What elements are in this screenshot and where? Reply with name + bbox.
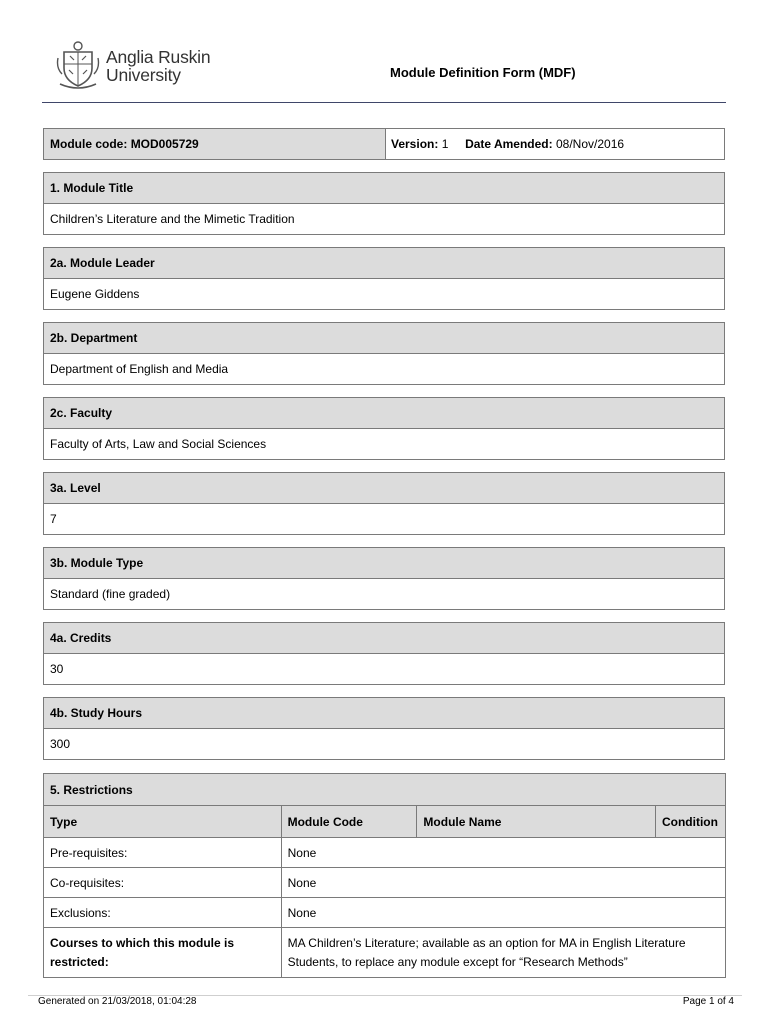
section-credits: 4a. Credits 30 (43, 622, 725, 685)
form-title: Module Definition Form (MDF) (390, 65, 576, 80)
restrictions-table (43, 773, 726, 978)
university-logo (56, 38, 226, 90)
section-department: 2b. Department Department of English and Media (43, 322, 725, 385)
section-module-leader: 2a. Module Leader Eugene Giddens (43, 247, 725, 310)
page-number: Page 1 of 4 (682, 996, 734, 1007)
crest-icon (56, 38, 100, 90)
version-value: 1 (441, 137, 449, 151)
table-row: Co-requisites: None (44, 868, 726, 898)
section-level: 3a. Level 7 (43, 472, 725, 535)
table-row: Exclusions: None (44, 898, 726, 928)
page-header (44, 38, 726, 102)
table-row: Courses to which this module is restricted: MA Children’s Literature; available as an option for MA in English Literature Students, to replace any module except for “Research Methods” (44, 928, 726, 978)
generated-timestamp: Generated on 21/03/2018, 01:04:28 (38, 996, 197, 1007)
version-date: Version: 1 Date Amended: 08/Nov/2016 (391, 137, 625, 151)
section-faculty: 2c. Faculty Faculty of Arts, Law and Social Sciences (43, 397, 725, 460)
section-study-hours: 4b. Study Hours 300 (43, 697, 725, 760)
header-divider (42, 102, 726, 103)
university-name: Anglia Ruskin University (106, 47, 211, 85)
section-module-type: 3b. Module Type Standard (fine graded) (43, 547, 725, 610)
module-code: Module code: MOD005729 (44, 129, 386, 159)
date-amended-value: 08/Nov/2016 (555, 137, 625, 151)
module-info-box (43, 128, 725, 160)
restrictions-column-headers: Type Module Code Module Name Condition (44, 806, 726, 838)
section-module-title: 1. Module Title Children’s Literature and the Mimetic Tradition (43, 172, 725, 235)
restrictions-title-row: 5. Restrictions (44, 774, 726, 806)
table-row: Pre-requisites: None (44, 838, 726, 868)
